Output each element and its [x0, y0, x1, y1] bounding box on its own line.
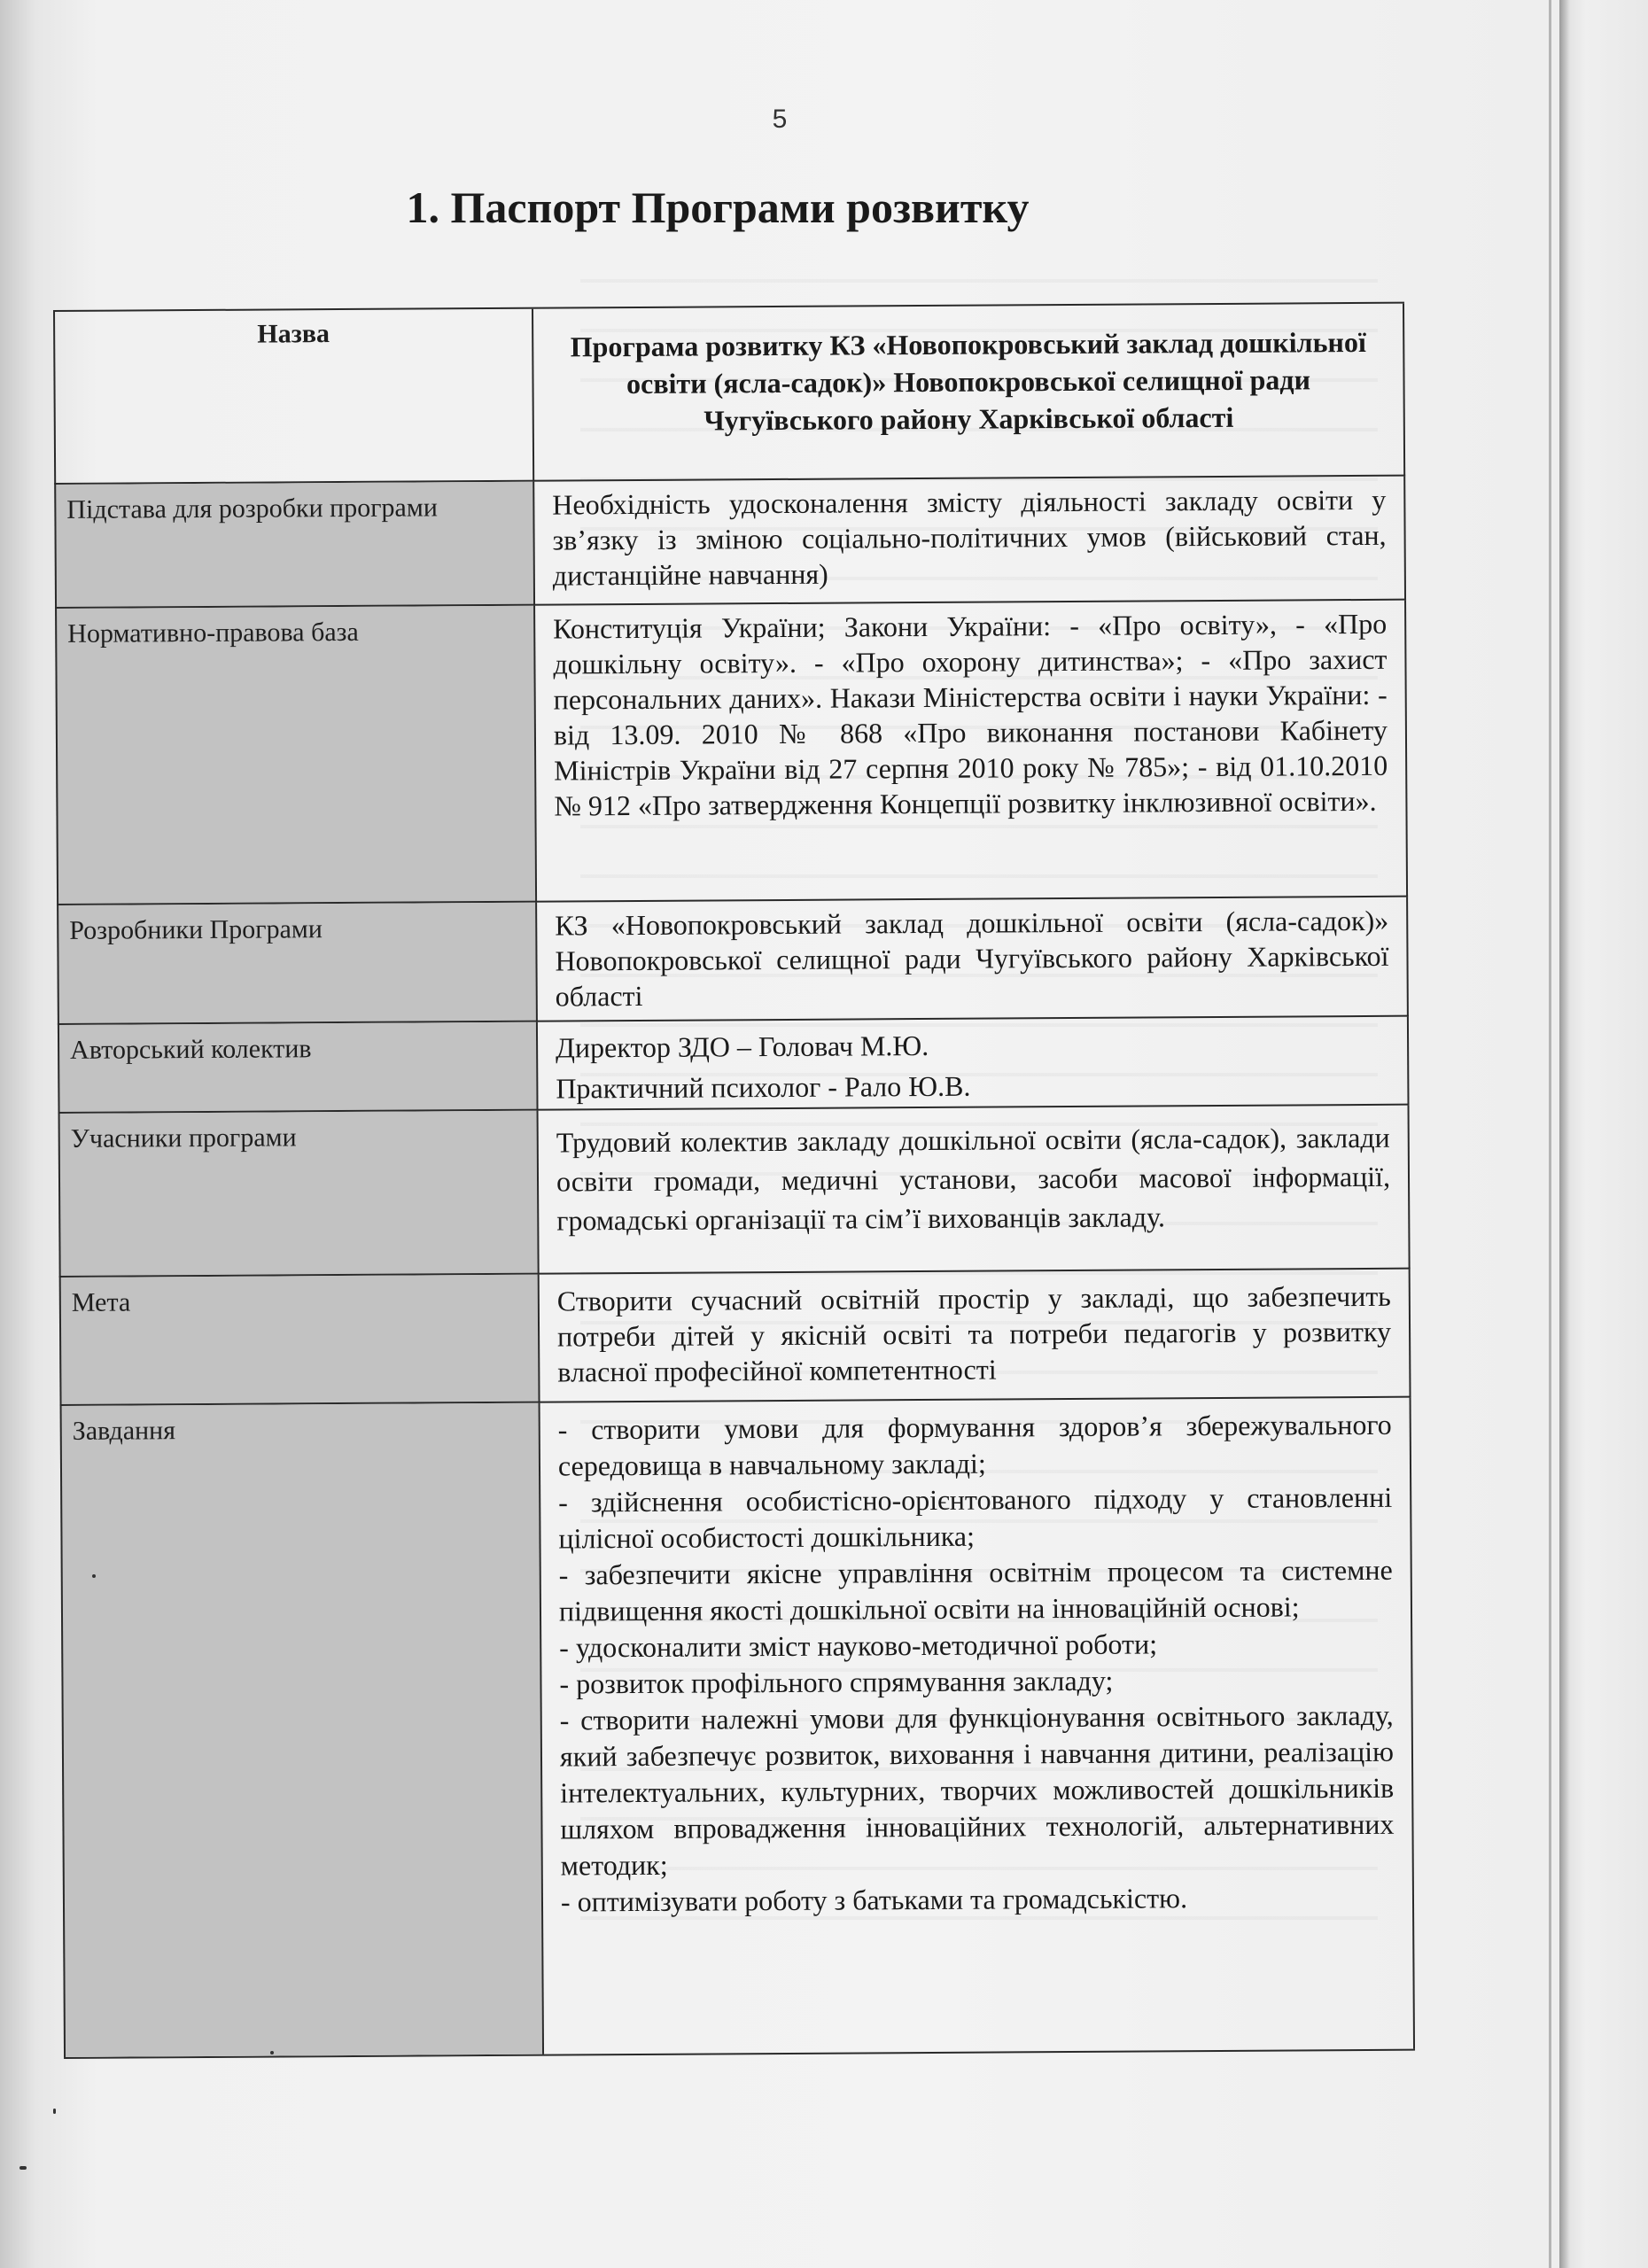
table-row-developers [57, 896, 1409, 1025]
page-number: 5 [772, 105, 788, 134]
table-row-participants [58, 1104, 1411, 1278]
row-label: Учасники програми [58, 1111, 538, 1278]
row-value: Необхідність удосконалення змісту діяльності закладу освіти у зв’язку із зміною соціально-політичних умов (військовий стан, дистанційне навчання) [532, 477, 1406, 606]
table-row-name [53, 302, 1405, 485]
scan-speck [270, 2051, 274, 2054]
task-item: - здійснення особистісно-орієнтованого підходу у становленні цілісної особистості дошкільника; [558, 1480, 1393, 1555]
page-title: 1. Паспорт Програми розвитку [406, 183, 1030, 232]
row-label: Мета [59, 1275, 539, 1406]
page-edge [1559, 0, 1648, 2268]
task-item: - оптимізувати роботу з батьками та громадськістю. [560, 1882, 1188, 1918]
row-value: КЗ «Новопокровський заклад дошкільної освіти (ясла-садок)» Новопокровської селищної ради Чугуївського району Харківської області [535, 897, 1409, 1022]
table-row-basis [54, 475, 1406, 609]
table-row-tasks [60, 1396, 1415, 2059]
page-edge-line [1549, 0, 1551, 2268]
table-row-goal [59, 1268, 1411, 1406]
task-item: - удосконалити зміст науково-методичної роботи; [559, 1627, 1158, 1664]
author-line: Директор ЗДО – Головач М.Ю. [555, 1029, 929, 1064]
scan-speck [19, 2166, 27, 2170]
row-label: Авторський колектив [58, 1022, 537, 1114]
task-item: - забезпечити якісне управління освітнім процесом та системне підвищення якості дошкільної освіти на інноваційній основі; [558, 1553, 1393, 1627]
author-line: Практичний психолог - Рало Ю.В. [556, 1069, 971, 1105]
row-value: Конституція України; Закони України: - «Про освіту», - «Про дошкільну освіту». - «Про охорону дитинства»; - «Про захист персональних даних». Накази Міністерства освіти і науки України: - від 13.09. 2010 № 868 «Про виконання постанови Кабінету Міністрів України від 27 серпня 2010 року № 785»; - від 01.10.2010 № 912 «Про затвердження Концепції розвитку інклюзивної освіти». [533, 601, 1408, 903]
row-label: Завдання [60, 1403, 542, 2057]
task-item: - розвиток профільного спрямування закладу; [559, 1664, 1114, 1700]
row-value [536, 1017, 1410, 1111]
row-value: Трудовий колектив закладу дошкільної освіти (ясла-садок), заклади освіти громади, медичні установи, засоби масової інформації, громадські організації та сім’ї вихованців закладу. [537, 1106, 1411, 1275]
row-label: Нормативно-правова база [55, 606, 535, 905]
table-row-legal-base [55, 599, 1408, 905]
row-value [539, 1398, 1415, 2054]
scan-speck [92, 1574, 96, 1578]
table-row-authors [58, 1015, 1410, 1114]
passport-table [53, 302, 1415, 2104]
row-label: Розробники Програми [57, 903, 536, 1025]
row-value: Створити сучасний освітній простір у закладі, що забезпечить потреби дітей у якісній освіті та потреби педагогів у розвитку власної професійної компетентності [538, 1270, 1411, 1403]
row-label: Підстава для розробки програми [54, 482, 533, 609]
task-item: - створити належні умови для функціонування освітнього закладу, який забезпечує розвиток, виховання і навчання дитини, реалізацію інтелектуальних, культурних, творчих можливостей дошкільників шляхом впровадження інноваційних технологій, альтернативних методик; [559, 1698, 1395, 1882]
row-value: Програма розвитку КЗ «Новопокровський заклад дошкільної освіти (ясла-садок)» Новопокровської селищної ради Чугуївського району Харківської області [532, 304, 1405, 482]
scan-speck [53, 2109, 56, 2114]
task-item: - створити умови для формування здоров’я збережувального середовища в навчальному закладі; [557, 1408, 1392, 1482]
row-label: Назва [53, 309, 532, 485]
